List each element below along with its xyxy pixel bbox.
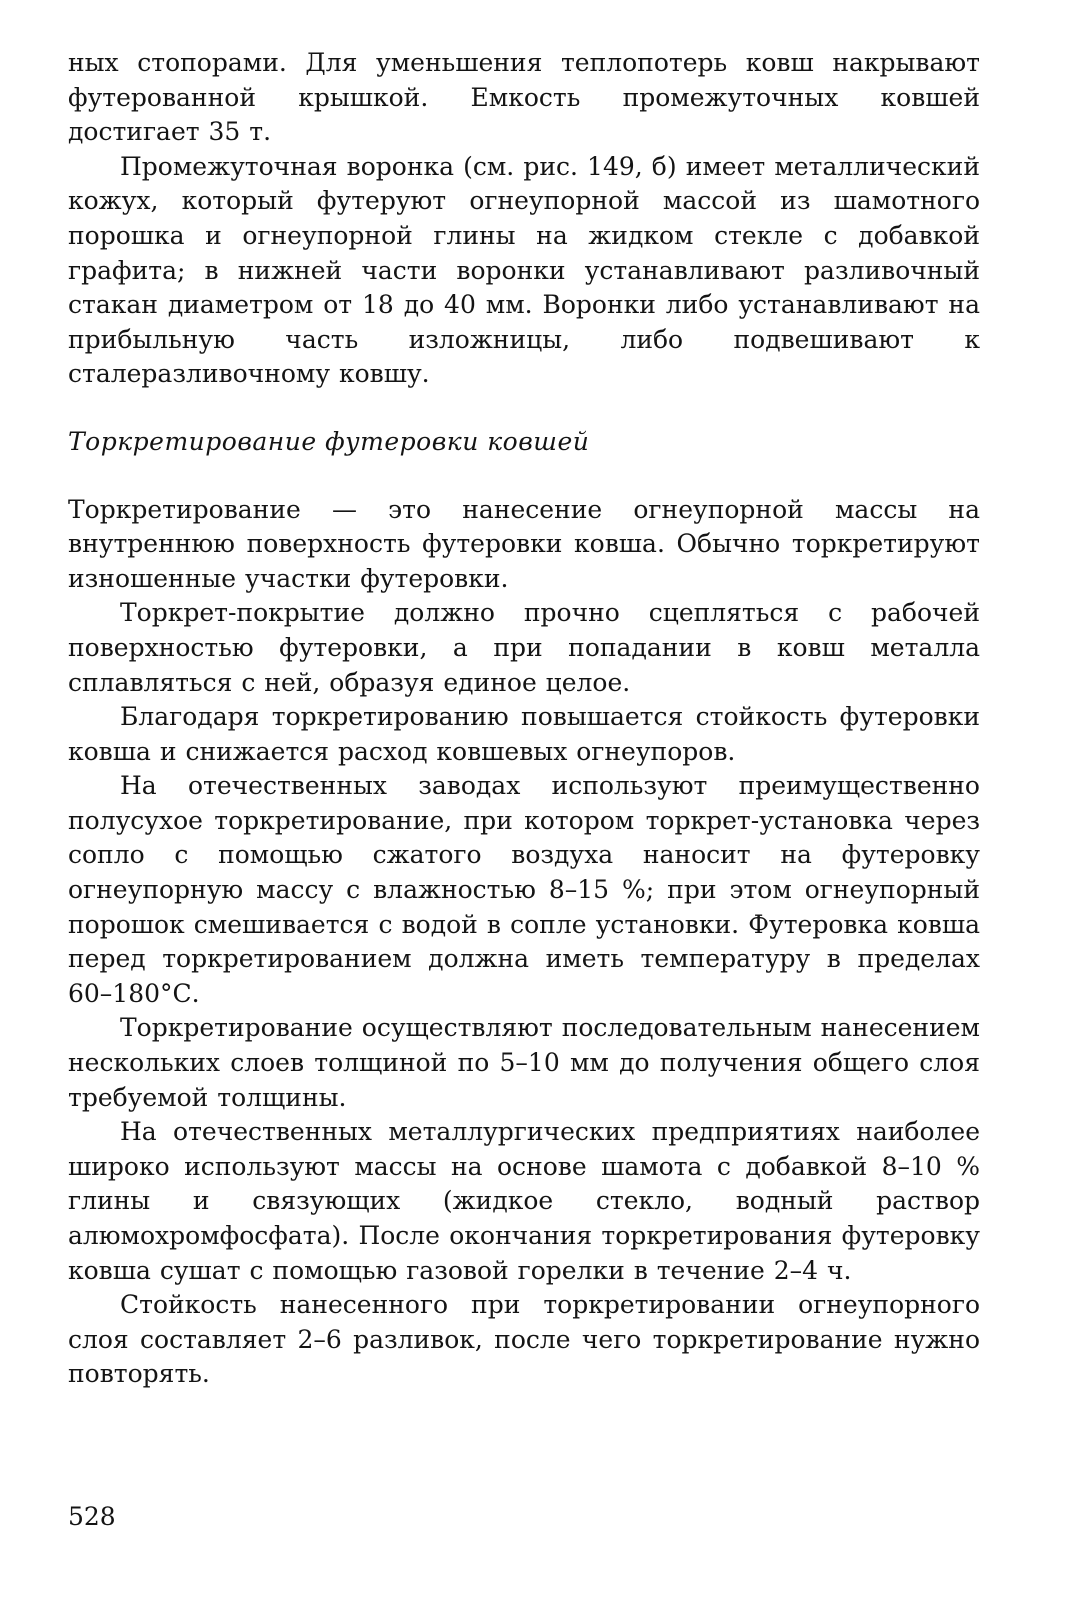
paragraph-durability: Благодаря торкретированию повышается стойкость футеровки ковша и снижается расход ковшевых огнеупоров. (68, 702, 980, 766)
paragraph-continuation: ных стопорами. Для уменьшения теплопотерь ковш накрывают футерованной крышкой. Емкость промежуточных ковшей достигает 35 т. (68, 48, 980, 147)
book-page (68, 46, 980, 1392)
paragraph-layers: Торкретирование осуществляют последовательным нанесением нескольких слоев толщиной по 5–10 мм до получения общего слоя требуемой толщины. (68, 1013, 980, 1112)
paragraph-definition: Торкретирование — это нанесение огнеупорной массы на внутреннюю поверхность футеровки ковша. Обычно торкретируют изношенные участки футеровки. (68, 494, 980, 593)
paragraph-resistance: Стойкость нанесенного при торкретировании огнеупорного слоя составляет 2–6 разливок, после чего торкретирование нужно повторять. (68, 1290, 980, 1389)
page-number: 528 (68, 1502, 116, 1531)
paragraph-coating: Торкрет-покрытие должно прочно сцепляться с рабочей поверхностью футеровки, а при попадании в ковш металла сплавляться с ней, образуя единое целое. (68, 598, 980, 697)
section-heading: Торкретирование футеровки ковшей (68, 426, 590, 456)
paragraph-semidry: На отечественных заводах используют преимущественно полусухое торкретирование, при котором торкрет-установка через сопло с помощью сжатого воздуха наносит на футеровку огнеупорную массу с влажностью 8–15 %; при этом огнеупорный порошок смешивается с водой в сопле установки. Футеровка ковша перед торкретированием должна иметь температуру в пределах 60–180°С. (68, 771, 980, 1008)
paragraph-masses: На отечественных металлургических предприятиях наиболее широко используют массы на основе шамота с добавкой 8–10 % глины и связующих (жидкое стекло, водный раствор алюмохромфосфата). После окончания торкретирования футеровку ковша сушат с помощью газовой горелки в течение 2–4 ч. (68, 1117, 980, 1285)
paragraph-funnel: Промежуточная воронка (см. рис. 149, б) имеет металлический кожух, который футеруют огнеупорной массой из шамотного порошка и огнеупорной глины на жидком стекле с добавкой графита; в нижней части воронки устанавливают разливочный стакан диаметром от 18 до 40 мм. Воронки либо устанавливают на прибыльную часть изложницы, либо подвешивают к сталеразливочному ковшу. (68, 151, 980, 389)
